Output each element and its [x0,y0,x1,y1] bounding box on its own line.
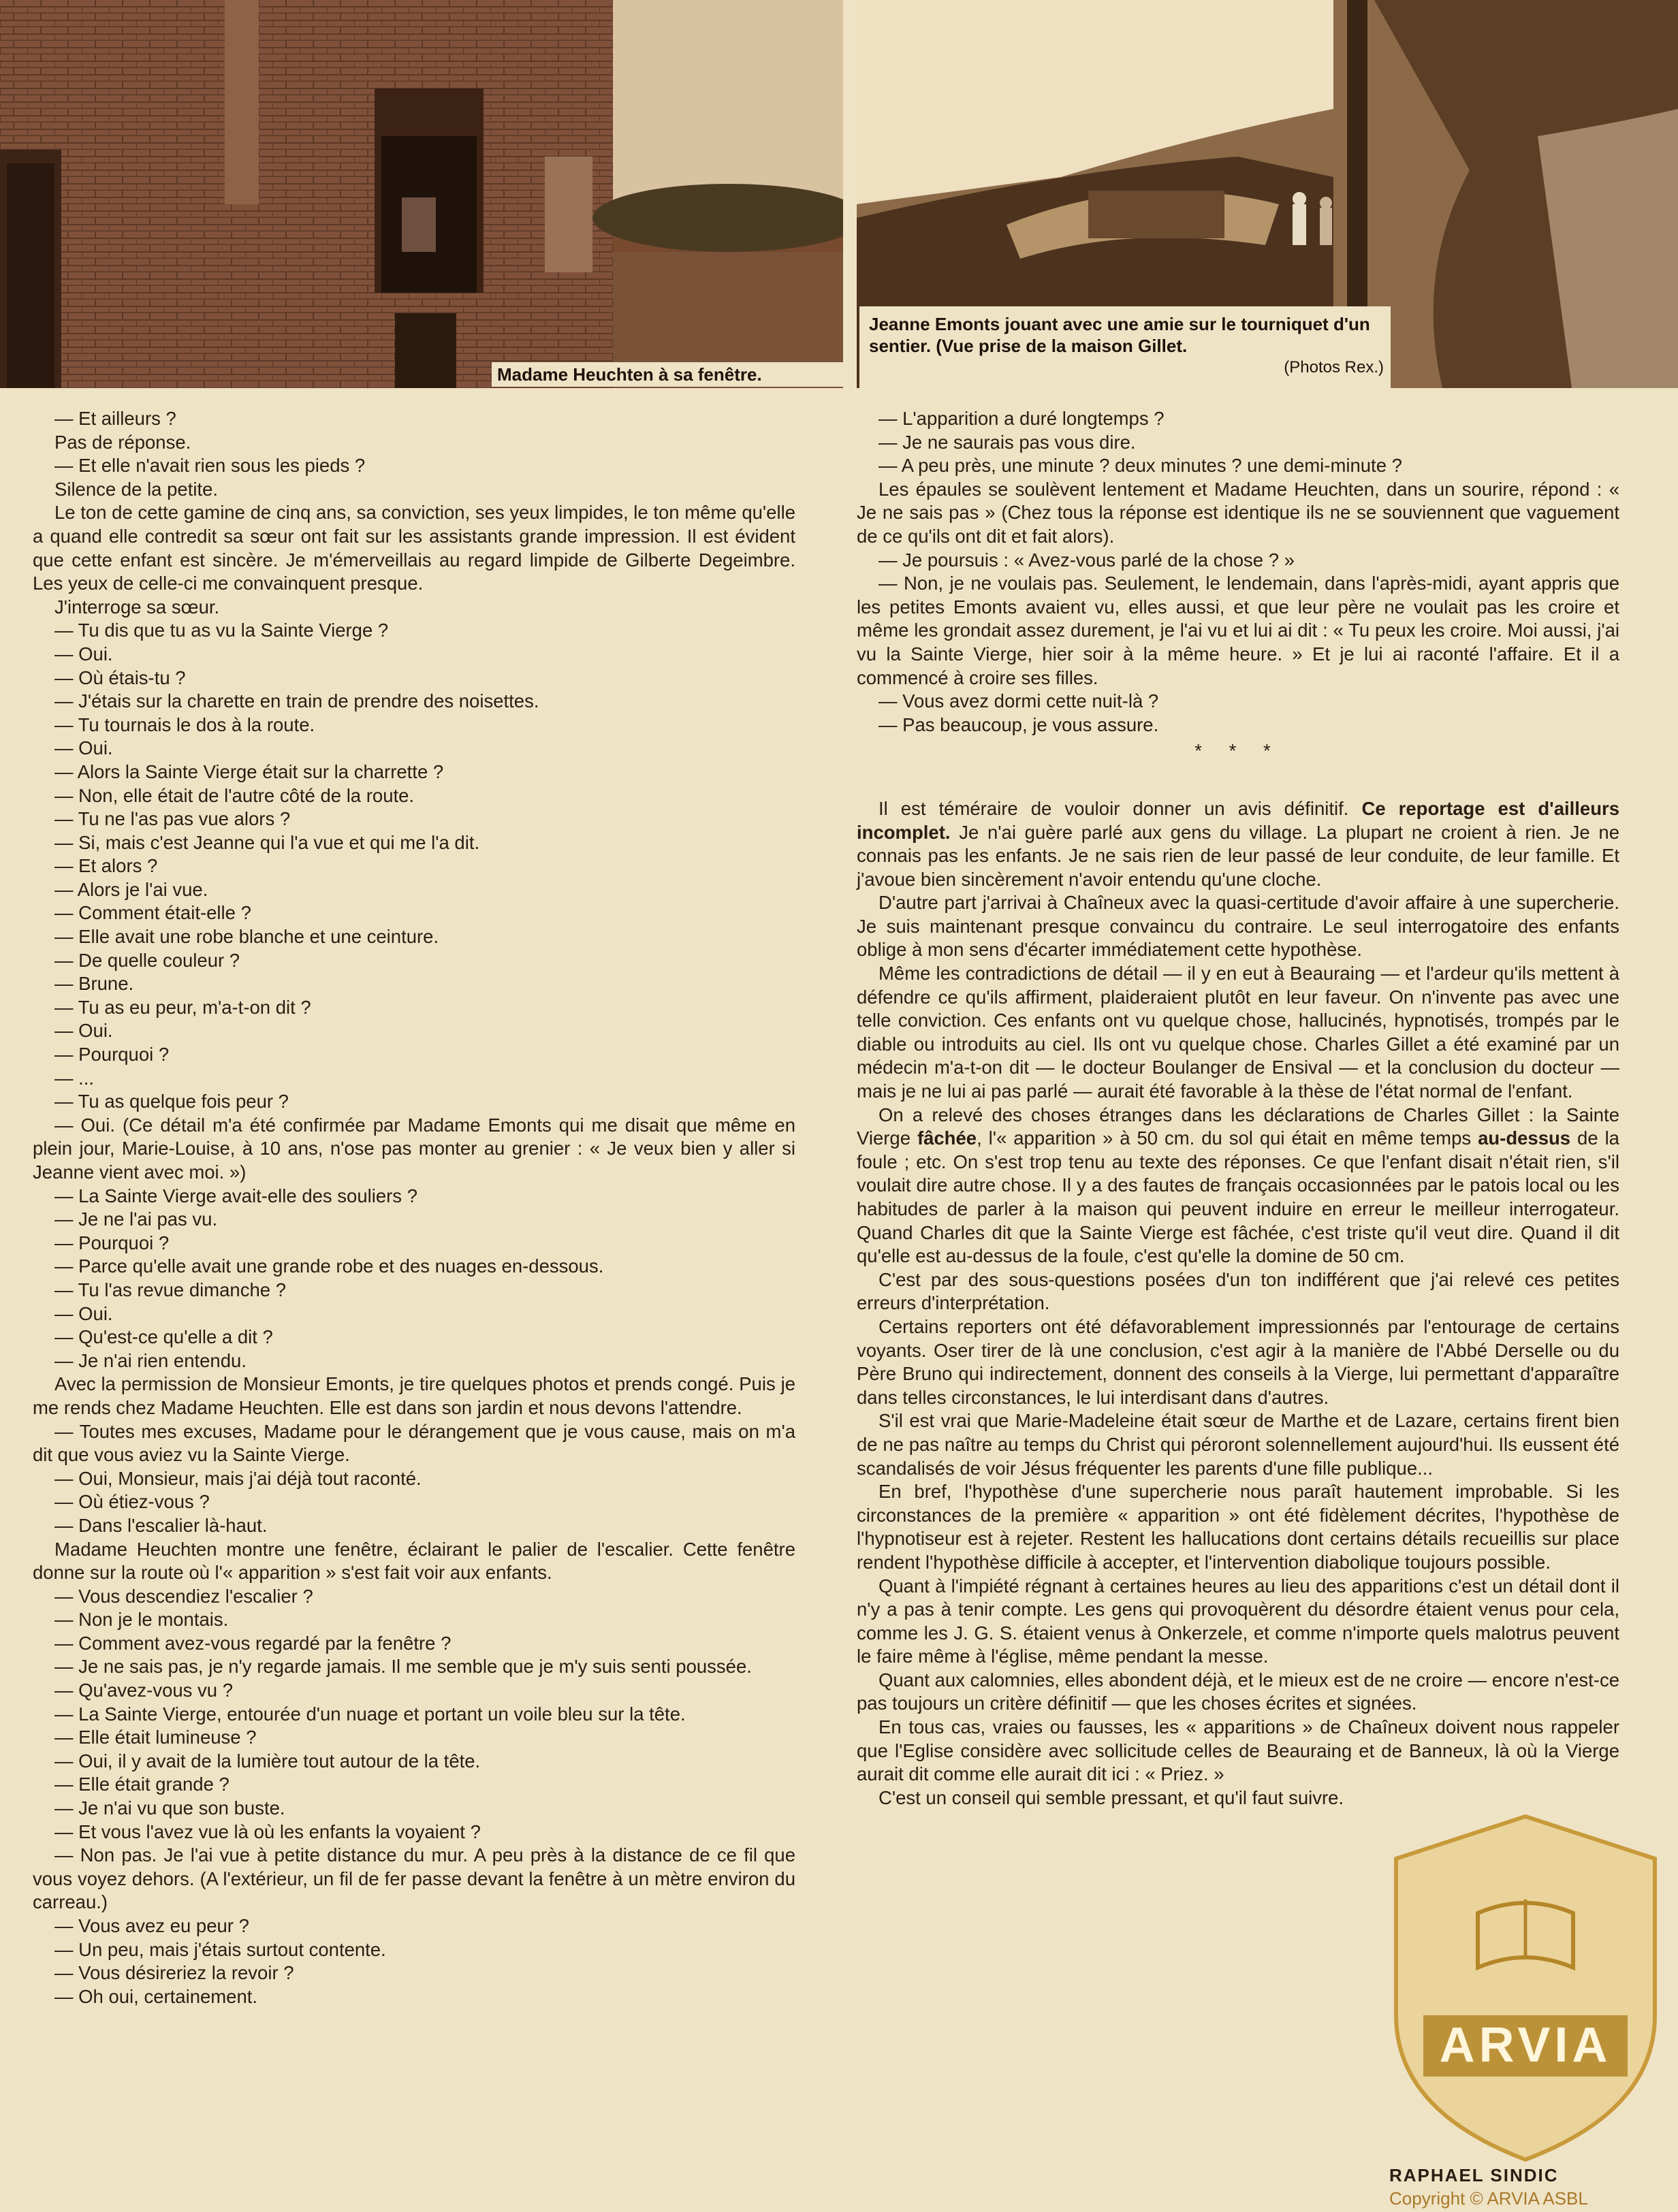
left-column-line: — Qu'est-ce qu'elle a dit ? [54,1326,273,1348]
left-column-line: — Vous descendiez l'escalier ? [54,1585,313,1607]
conclusion-paragraph-5: C'est par des sous-questions posées d'un ton indifférent que j'ai relevé ces petites erreurs d'interprétation. [857,1268,1619,1314]
left-column-line: — Tu ne l'as pas vue alors ? [54,808,291,830]
right-column-line: — Vous avez dormi cette nuit-là ? [878,690,1159,712]
right-column-line: — Non, je ne voulais pas. Seulement, le lendemain, dans l'après-midi, ayant appris que les petites Emonts avaient vu, elles aussi, et que leur père ne voulait pas les croire et même les grondait assez durement, je l'ai vu et lui ai dit : « Tu peux les croire. Moi aussi, j'ai vu la Sainte Vierge, hier soir à la même heure. » Et je lui ai raconté l'affaire. Et il a commencé à croire ses filles. [857,573,1619,688]
conclusion-paragraph-9: Quant à l'impiété régnant à certaines heures au lieu des apparitions c'est un détail dont il n'y a pas à tenir compte. Les gens qui provoquèrent du désordre étaient venus pour cela, comme les J. G. S. étaient venus à Onkerzele, et comme n'importe quels malotrus peuvent le faire même à l'église, même pendant la messe. [857,1575,1619,1667]
left-column-line: — Non je le montais. [54,1609,229,1631]
photo-left-caption: Madame Heuchten à sa fenêtre. [492,362,857,387]
left-column-line: — Vous avez eu peur ? [54,1915,249,1936]
left-column-line: — Oui. [54,737,113,759]
left-column-line: Madame Heuchten montre une fenêtre, éclairant le palier de l'escalier. Cette fenêtre donne sur la route où l'« apparition » s'est fait voir aux enfants. [33,1538,795,1584]
left-column-line: — Qu'avez-vous vu ? [54,1680,234,1701]
left-column-line: — ... [54,1067,95,1089]
conclusion-paragraph-2: D'autre part j'arrivai à Chaîneux avec la quasi-certitude d'avoir affaire à une supercherie. Je suis maintenant presque convaincu du contraire. Le seul interrogatoire des enfants oblige à mon sens d'écarter immédiatement cette hypothèse. [857,892,1619,961]
photo-house-facade [0,0,843,388]
left-column-line: — Alors je l'ai vue. [54,878,208,900]
svg-text:ARVIA: ARVIA [1439,2018,1612,2072]
right-column-line: — Je poursuis : « Avez-vous parlé de la chose ? » [878,549,1295,571]
conclusion-paragraph-12: C'est un conseil qui semble pressant, et qu'il faut suivre. [878,1786,1344,1808]
left-column-line: — Oui, il y avait de la lumière tout autour de la tête. [54,1750,481,1772]
left-column-line: — La Sainte Vierge avait-elle des souliers ? [54,1185,417,1206]
left-column-line: — Parce qu'elle avait une grande robe et des nuages en-dessous. [54,1255,604,1277]
photo-credit: (Photos Rex.) [1284,358,1384,376]
left-column-line: — Oui. (Ce détail m'a été confirmée par Madame Emonts qui me disait que même en plein jour, Marie-Louise, à 10 ans, n'ose pas monter au grenier : « Je veux bien y aller si Jeanne vient avec moi. ») [33,1114,795,1183]
left-column-line: — Toutes mes excuses, Madame pour le dérangement que je vous cause, mais on m'a dit que vous aviez vu la Sainte Vierge. [33,1420,795,1466]
left-column-line: — Non pas. Je l'ai vue à petite distance du mur. A peu près à la distance de ce fil que vous voyez dehors. (A l'extérieur, un fil de fer passe devant la fenêtre à un mètre environ du carreau.) [33,1844,795,1913]
left-column-line: — Oui. [54,1020,113,1042]
left-column-line: — Je n'ai vu que son buste. [54,1797,285,1819]
conclusion-paragraph-1: Il est téméraire de vouloir donner un avis définitif. Ce reportage est d'ailleurs incomplet. Je n'ai guère parlé aux gens du village. La plupart ne croient à rien. Je ne connais pas les enfants. Je ne sais rien de leur passé de leur conduite, de leur famille. Et j'avoue bien sincèrement n'avoir entendu qu'une cloche. [857,797,1619,890]
left-column-line: — Elle était lumineuse ? [54,1727,257,1748]
left-column-line: Pas de réponse. [54,431,191,453]
left-column-line: — Elle était grande ? [54,1774,229,1795]
left-column-line: — Je ne l'ai pas vu. [54,1208,218,1230]
left-column-line: — Comment était-elle ? [54,902,251,924]
left-column-line: — Elle avait une robe blanche et une ceinture. [54,926,439,948]
conclusion-paragraph-8: En bref, l'hypothèse d'une supercherie nous paraît hautement improbable. Si les circonstances de la première « apparition » ont été fidèlement décrites, l'hypothèse de l'hypnotiseur est à rejeter. Restent les hallucations dont certains détails recueillis sur place rendent l'hypothèse difficile à accepter, et l'intervention diabolique toujours possible. [857,1481,1619,1573]
left-column-line: — La Sainte Vierge, entourée d'un nuage et portant un voile bleu sur la tête. [54,1703,686,1725]
left-column-line: Le ton de cette gamine de cinq ans, sa conviction, ses yeux limpides, le ton même qu'elle a quand elle contredit sa sœur ont fait sur les assistants grande impression. Il est évident que cette enfant est sincère. Je m'émerveillais au regard limpide de Gilberte Degeimbre. Les yeux de celle-ci me convainquent presque. [33,502,795,594]
left-column-line: — Tu tournais le dos à la route. [54,714,315,735]
section-separator: * * * [1194,740,1282,762]
left-column-line: — Où étais-tu ? [54,667,186,688]
left-column-line: — Tu dis que tu as vu la Sainte Vierge ? [54,620,389,641]
left-column-line: — Je ne sais pas, je n'y regarde jamais. Il me semble que je m'y suis senti poussée. [54,1656,752,1678]
left-column-line: — De quelle couleur ? [54,949,240,971]
left-column-line: — Non, elle était de l'autre côté de la route. [54,784,415,806]
conclusion-paragraph-6: Certains reporters ont été défavorablement impressionnés par l'entourage de certains voyants. Oser tirer de là une conclusion, c'est agir à la manière de l'Abbé Derselle ou du Père Bruno qui indirectement, donnent des conseils à la Vierge, lui permettant d'apparaître dans telles circonstances, le lui interdisant dans d'autres. [857,1315,1619,1408]
left-column-line: — Où étiez-vous ? [54,1491,210,1513]
photo-right-caption [859,306,1391,389]
author-signature: RAPHAEL SINDIC [1389,2165,1559,2185]
left-column-line: — Alors la Sainte Vierge était sur la charrette ? [54,760,444,782]
left-column-line: — Et vous l'avez vue là où les enfants la voyaient ? [54,1821,481,1842]
left-column-line: — Pourquoi ? [54,1232,170,1253]
right-column-line: Les épaules se soulèvent lentement et Madame Heuchten, dans un sourire, répond : « Je ne sais pas » (Chez tous la réponse est identique ils ne se souviennent que vaguement de ce qu'ils ont dit et fait alors). [857,478,1619,547]
left-column-line: J'interroge sa sœur. [54,596,220,618]
left-column-line: — Oh oui, certainement. [54,1985,258,2007]
right-column-line: — L'apparition a duré longtemps ? [878,408,1165,429]
left-column-line: — Tu l'as revue dimanche ? [54,1279,287,1300]
left-column-line: — Oui. [54,643,113,664]
left-column-line: — Et ailleurs ? [54,408,176,429]
conclusion-paragraph-7: S'il est vrai que Marie-Madeleine était sœur de Marthe et de Lazare, certains firent bien de ne pas naître au temps du Christ qui péroront solennellement aujourd'hui. Ils eussent été scandalisés de voir Jésus fréquenter les parents d'une fille publique... [857,1410,1619,1479]
conclusion-paragraph-4: On a relevé des choses étranges dans les déclarations de Charles Gillet : la Sainte Vierge fâchée, l'« apparition » à 50 cm. du sol qui était en même temps au-dessus de la foule ; etc. On s'est trop tenu au texte des réponses. Ce que l'enfant disait n'était rien, s'il voulait dire autre chose. Il y a des fautes de français occasionnées par le patois local ou les habitudes de parler à la maison qui peuvent induire en erreur le meilleur interrogateur. Quand Charles dit que la Sainte Vierge est fâchée, c'est triste qu'il veut dire. Quand il dit qu'elle est au-dessus de la foule, c'est qu'elle la domine de 50 cm. [857,1104,1619,1267]
interview-continuation [857,407,1619,737]
left-column-line: — Et alors ? [54,855,158,877]
left-column-line: — J'étais sur la charette en train de prendre des noisettes. [54,690,539,712]
left-column-line: — Je n'ai rien entendu. [54,1349,247,1371]
left-column-line: — Comment avez-vous regardé par la fenêtre ? [54,1632,452,1654]
left-column-line: Silence de la petite. [54,478,219,500]
article-right-column [857,407,1619,1810]
photo-right-caption-text: Jeanne Emonts jouant avec une amie sur le tourniquet d'un sentier. (Vue prise de la maison Gillet. [869,314,1370,356]
left-column-line: — Tu as eu peur, m'a-t-on dit ? [54,996,311,1018]
left-column-line: — Vous désireriez la revoir ? [54,1962,294,1984]
left-column-line: — Oui, Monsieur, mais j'ai déjà tout raconté. [54,1467,422,1489]
conclusion-paragraph-11: En tous cas, vraies ou fausses, les « apparitions » de Chaîneux doivent nous rappeler que l'Eglise considère avec sollicitude celles de Beauraing et de Banneux, là où la Vierge aurait dit comme elle aurait dit ici : « Priez. » [857,1716,1619,1785]
left-column-line: — Tu as quelque fois peur ? [54,1091,289,1112]
conclusion-paragraph-10: Quant aux calomnies, elles abondent déjà, et le mieux est de ne croire — encore n'est-ce pas toujours un critère définitif — que les choses écrites et signées. [857,1669,1619,1714]
left-column-line: — Brune. [54,973,134,995]
copyright-notice: Copyright © ARVIA ASBL [1389,2188,1588,2209]
conclusion-paragraph-3: Même les contradictions de détail — il y en eut à Beauraing — et l'ardeur qu'ils mettent à défendre ce qu'ils affirment, plaideraient plutôt en leur faveur. On n'invente pas avec une telle conviction. Ces enfants ont vu quelque chose, hallucinés, hypnotisés, trompés par le diable ou introduits au ciel. Ils ont vu quelque chose. Charles Gillet a été examiné par un médecin m'a-t-on dit — le docteur Boulanger de Ensival — et la conclusion du docteur — mais je ne lui ai pas parlé — aurait été favorable à la thèse de l'état normal de l'enfant. [857,963,1619,1102]
arvia-watermark-logo [1382,1811,1668,2165]
left-column-line: — Pourquoi ? [54,1044,170,1065]
left-column-line: — Dans l'escalier là-haut. [54,1514,268,1536]
left-column-line: — Un peu, mais j'étais surtout contente. [54,1938,386,1960]
article-left-column [33,407,795,2008]
left-column-line: Avec la permission de Monsieur Emonts, je tire quelques photos et prends congé. Puis je me rends chez Madame Heuchten. Elle est dans son jardin et nous devons l'attendre. [33,1373,795,1418]
right-column-line: — Pas beaucoup, je vous assure. [878,714,1159,735]
right-column-line: — Je ne saurais pas vous dire. [878,431,1136,453]
left-column-line: — Et elle n'avait rien sous les pieds ? [54,455,366,477]
right-column-line: — A peu près, une minute ? deux minutes ? une demi-minute ? [878,455,1402,477]
left-column-line: — Si, mais c'est Jeanne qui l'a vue et qui me l'a dit. [54,831,480,853]
left-column-line: — Oui. [54,1302,113,1324]
